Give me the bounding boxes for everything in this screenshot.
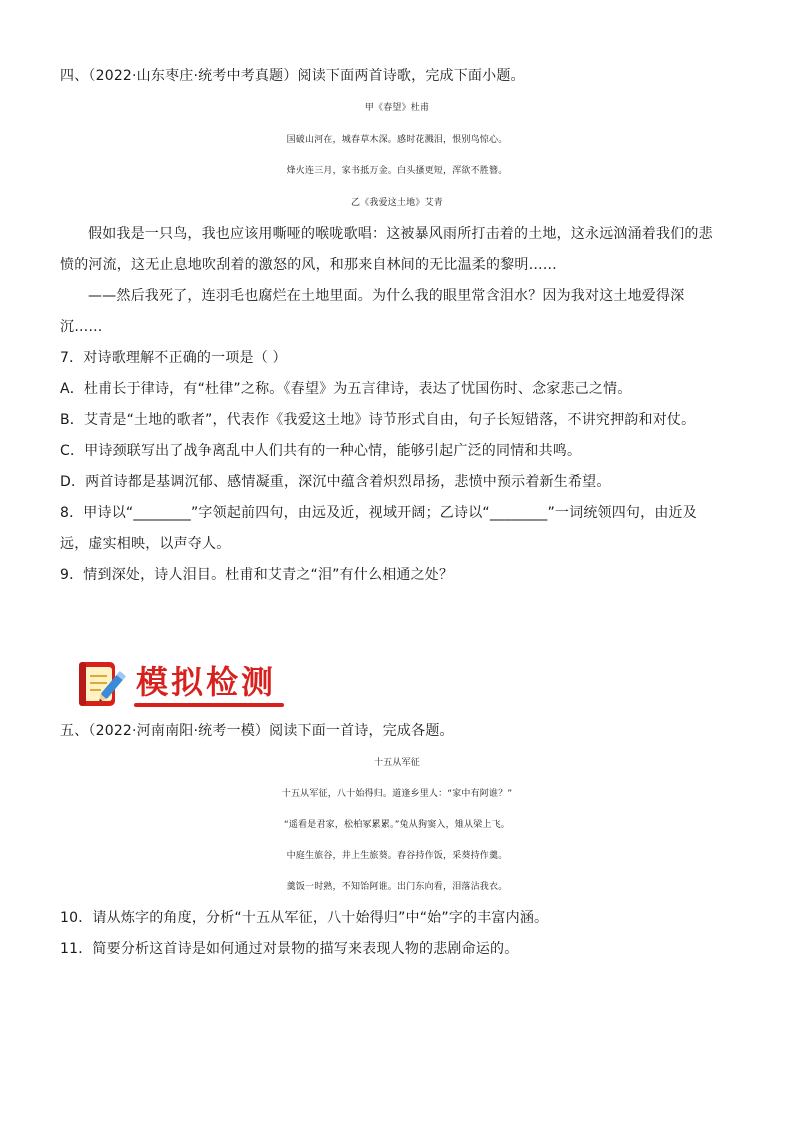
poem-line: 羹饭一时熟，不知饴阿谁。出门东向看，泪落沾我衣。 — [286, 882, 508, 892]
poem-line: 中庭生旅谷，井上生旅葵。舂谷持作饭，采葵持作羹。 — [286, 851, 508, 861]
mock-test-title: 模拟检测 — [136, 663, 277, 701]
banner-underline — [134, 703, 284, 707]
poem-title: 十五从军征 — [373, 758, 420, 768]
poem-a-title: 甲《春望》杜甫 — [364, 103, 430, 113]
question-8-continued: 远，虚实相映，以声夺人。 — [60, 536, 231, 552]
question-7-option-b: B．艾青是“土地的歌者”，代表作《我爱这土地》诗节形式自由，句子长短错落，不讲究押韵和对仗。 — [60, 412, 696, 428]
section-5-intro: 五、（2022·河南南阳·统考一模）阅读下面一首诗，完成各题。 — [60, 723, 454, 739]
poem-b-text: 沉…… — [60, 319, 103, 335]
mock-test-banner — [74, 655, 288, 713]
poem-line: “遥看是君家，松柏冢累累。”兔从狗窦入，雉从梁上飞。 — [283, 820, 511, 830]
poem-b-text: ——然后我死了，连羽毛也腐烂在土地里面。为什么我的眼里常含泪水？因为我对这土地爱得深 — [88, 288, 685, 304]
section-4-intro: 四、（2022·山东枣庄·统考中考真题）阅读下面两首诗歌，完成下面小题。 — [60, 68, 525, 84]
poem-a-line: 国破山河在，城春草木深。感时花溅泪，恨别鸟惊心。 — [286, 135, 508, 145]
poem-a-line: 烽火连三月，家书抵万金。白头搔更短，浑欲不胜簪。 — [286, 166, 508, 176]
poem-b-text: 假如我是一只鸟，我也应该用嘶哑的喉咙歌唱：这被暴风雨所打击着的土地，这永远汹涌着我们的悲 — [88, 226, 713, 242]
question-7: 7．对诗歌理解不正确的一项是（ ） — [60, 350, 287, 366]
poem-b-title: 乙《我爱这土地》艾青 — [350, 198, 443, 208]
question-10: 10．请从炼字的角度，分析“十五从军征，八十始得归”中“始”字的丰富内涵。 — [60, 910, 549, 926]
question-7-option-c: C．甲诗颈联写出了战争离乱中人们共有的一种心情，能够引起广泛的同情和共鸣。 — [60, 443, 582, 459]
question-8: 8．甲诗以“________”字领起前四句，由远及近，视域开阔；乙诗以“________”一词统领四句，由近及 — [60, 505, 697, 521]
notebook-pencil-icon — [74, 659, 126, 709]
question-7-option-a: A．杜甫长于律诗，有“杜律”之称。《春望》为五言律诗，表达了忧国伤时、念家悲己之情。 — [60, 381, 632, 397]
poem-b-text: 愤的河流，这无止息地吹刮着的激怒的风，和那来自林间的无比温柔的黎明…… — [60, 257, 557, 273]
question-11: 11．简要分析这首诗是如何通过对景物的描写来表现人物的悲剧命运的。 — [60, 941, 519, 957]
question-9: 9．情到深处，诗人泪目。杜甫和艾青之“泪”有什么相通之处？ — [60, 567, 454, 583]
question-7-option-d: D．两首诗都是基调沉郁、感情凝重，深沉中蕴含着炽烈昂扬，悲愤中预示着新生希望。 — [60, 474, 611, 490]
poem-line: 十五从军征，八十始得归。道逢乡里人：“家中有阿谁？” — [281, 789, 513, 799]
